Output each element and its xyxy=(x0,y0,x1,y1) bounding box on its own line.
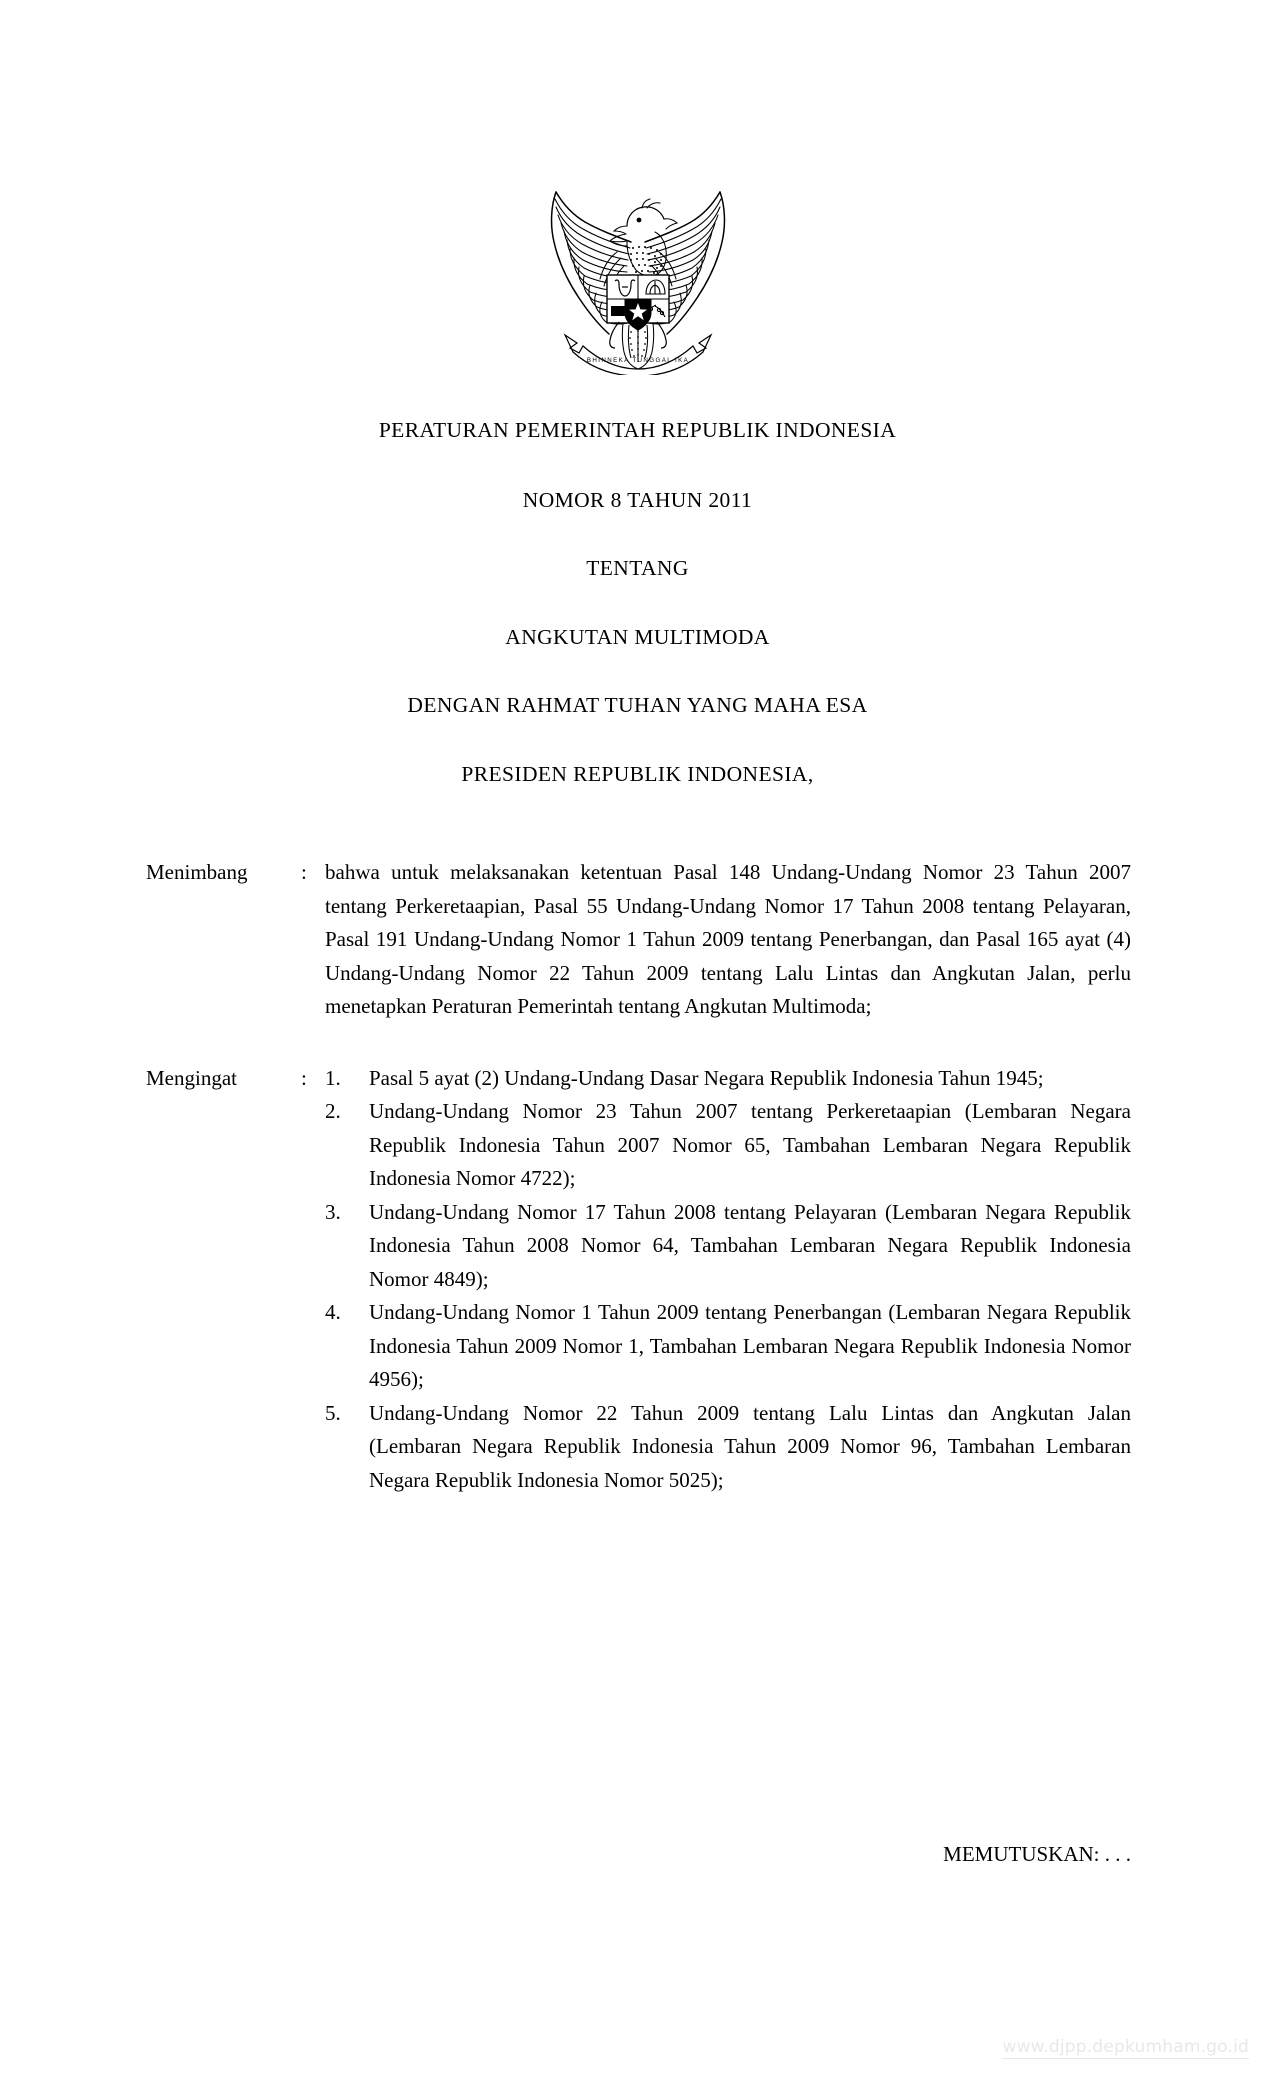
list-item-text: Undang-Undang Nomor 22 Tahun 2009 tentang Lalu Lintas dan Angkutan Jalan (Lembaran Negara Republik Indonesia Tahun 2009 Nomor 96, Tambahan Lembaran Negara Republik Indonesia Nomor 5025); xyxy=(369,1400,1131,1492)
mengingat-colon: : xyxy=(301,1065,307,1090)
document-title-block xyxy=(0,420,1275,785)
mengingat-label: Mengingat xyxy=(146,1065,237,1090)
title-invocation: DENGAN RAHMAT TUHAN YANG MAHA ESA xyxy=(407,693,868,717)
list-item-number: 1. xyxy=(325,1065,341,1090)
menimbang-label: Menimbang xyxy=(146,860,248,884)
source-watermark: www.djpp.depkumham.go.id xyxy=(1002,2037,1249,2057)
list-item xyxy=(325,1095,1131,1196)
pancasila-shield xyxy=(607,275,669,330)
list-item-number: 2. xyxy=(325,1099,341,1123)
clause-mengingat xyxy=(146,1062,1131,1498)
title-issuing-authority: PRESIDEN REPUBLIK INDONESIA, xyxy=(461,761,814,786)
list-item xyxy=(325,1296,1131,1397)
title-regulation-type: PERATURAN PEMERINTAH REPUBLIK INDONESIA xyxy=(378,418,897,442)
menimbang-body xyxy=(325,856,1131,1024)
list-item xyxy=(325,1062,1131,1096)
menimbang-colon: : xyxy=(301,860,307,884)
clause-menimbang xyxy=(146,856,1131,1024)
list-item-text: Undang-Undang Nomor 1 Tahun 2009 tentang Penerbangan (Lembaran Negara Republik Indonesia Tahun 2009 Nomor 1, Tambahan Lembaran Negara Republik Indonesia Nomor 4956); xyxy=(369,1300,1131,1391)
document-body xyxy=(146,856,1131,1497)
list-item-number: 5. xyxy=(325,1400,341,1425)
mengingat-list xyxy=(325,1062,1131,1498)
list-item xyxy=(325,1397,1131,1498)
continuation-marker: MEMUTUSKAN: . . . xyxy=(943,1842,1131,1866)
motto-text: BHINNEKA TUNGGAL IKA xyxy=(586,357,689,364)
list-item-text: Pasal 5 ayat (2) Undang-Undang Dasar Negara Republik Indonesia Tahun 1945; xyxy=(369,1065,1044,1090)
title-number-year: NOMOR 8 TAHUN 2011 xyxy=(522,487,753,512)
garuda-pancasila-emblem xyxy=(543,180,733,375)
menimbang-paragraph: bahwa untuk melaksanakan ketentuan Pasal 148 Undang-Undang Nomor 23 Tahun 2007 tentang Perkeretaapian, Pasal 55 Undang-Undang Nomor 17 Tahun 2008 tentang Pelayaran, Pasal 191 Undang-Undang Nomor 1 Tahun 2009 tentang Penerbangan, dan Pasal 165 ayat (4) Undang-Undang Nomor 22 Tahun 2009 tentang Lalu Lintas dan Angkutan Jalan, perlu menetapkan Peraturan Pemerintah tentang Angkutan Multimoda; xyxy=(325,860,1131,1018)
list-item xyxy=(325,1196,1131,1297)
mengingat-body xyxy=(325,1062,1131,1498)
list-item-number: 4. xyxy=(325,1300,341,1324)
emblem-container xyxy=(0,180,1275,375)
list-item-number: 3. xyxy=(325,1199,341,1224)
title-tentang-label: TENTANG xyxy=(586,556,689,580)
list-item-text: Undang-Undang Nomor 23 Tahun 2007 tentang Perkeretaapian (Lembaran Negara Republik Indonesia Tahun 2007 Nomor 65, Tambahan Lembaran Negara Republik Indonesia Nomor 4722); xyxy=(369,1099,1131,1190)
list-item-text: Undang-Undang Nomor 17 Tahun 2008 tentang Pelayaran (Lembaran Negara Republik Indonesia Tahun 2008 Nomor 64, Tambahan Lembaran Negara Republik Indonesia Nomor 4849); xyxy=(369,1199,1131,1291)
title-subject: ANGKUTAN MULTIMODA xyxy=(505,624,770,649)
